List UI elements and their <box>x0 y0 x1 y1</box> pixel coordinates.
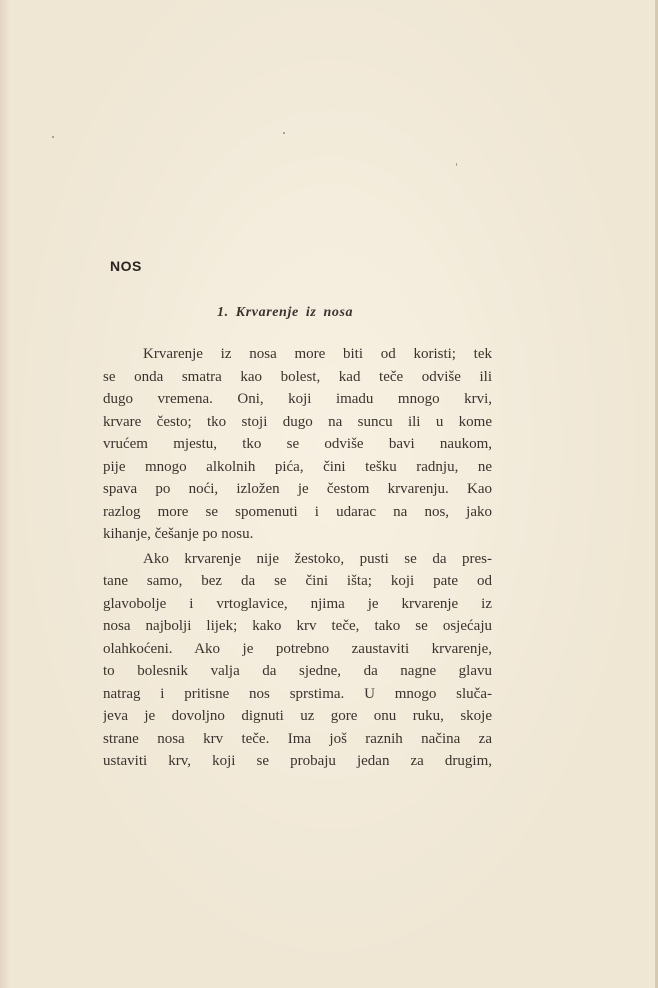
text-line: razlog more se spomenuti i udarac na nos, jako <box>103 503 492 520</box>
text-line: natrag i pritisne nos sprstima. U mnogo sluča- <box>103 685 492 702</box>
text-line: strane nosa krv teče. Ima još raznih načina za <box>103 730 492 747</box>
text-line: spava po noći, izložen je čestom krvarenju. Kao <box>103 481 492 497</box>
paragraph <box>103 548 492 773</box>
text-line: glavobolje i vrtoglavice, njima je krvarenje iz <box>103 595 492 612</box>
text-line: Ako krvarenje nije žestoko, pusti se da pres- <box>143 550 492 567</box>
text-line: Krvarenje iz nosa more biti od koristi; tek <box>143 346 492 362</box>
text-line: se onda smatra kao bolest, kad teče odviše ili <box>103 368 492 385</box>
text-line: vrućem mjestu, tko se odviše bavi naukom, <box>103 436 492 452</box>
text-line: dugo vremena. Oni, koji imadu mnogo krvi, <box>103 391 492 407</box>
subsection-heading: 1. Krvarenje iz nosa <box>217 305 354 320</box>
paper-speck <box>456 163 457 166</box>
text-line: olahkoćeni. Ako je potrebno zaustaviti krvarenje, <box>103 640 492 657</box>
text-line: pije mnogo alkolnih pića, čini tešku radnju, ne <box>103 458 492 475</box>
paragraph <box>103 343 492 546</box>
text-line: nosa najbolji lijek; kako krv teče, tako se osjećaju <box>103 618 492 634</box>
body-text <box>103 343 492 773</box>
paper-speck <box>52 136 54 138</box>
text-line: kihanje, češanje po nosu. <box>103 526 254 542</box>
paper-speck <box>283 132 285 134</box>
text-line: ustaviti krv, koji se probaju jedan za drugim, <box>103 753 492 769</box>
section-heading: NOS <box>110 258 142 274</box>
text-line: to bolesnik valja da sjedne, da nagne glavu <box>103 663 492 679</box>
text-line: krvare često; tko stoji dugo na suncu ili u kome <box>103 413 492 430</box>
text-line: tane samo, bez da se čini išta; koji pate od <box>103 573 492 589</box>
text-line: jeva je dovoljno dignuti uz gore onu ruku, skoje <box>103 708 492 724</box>
